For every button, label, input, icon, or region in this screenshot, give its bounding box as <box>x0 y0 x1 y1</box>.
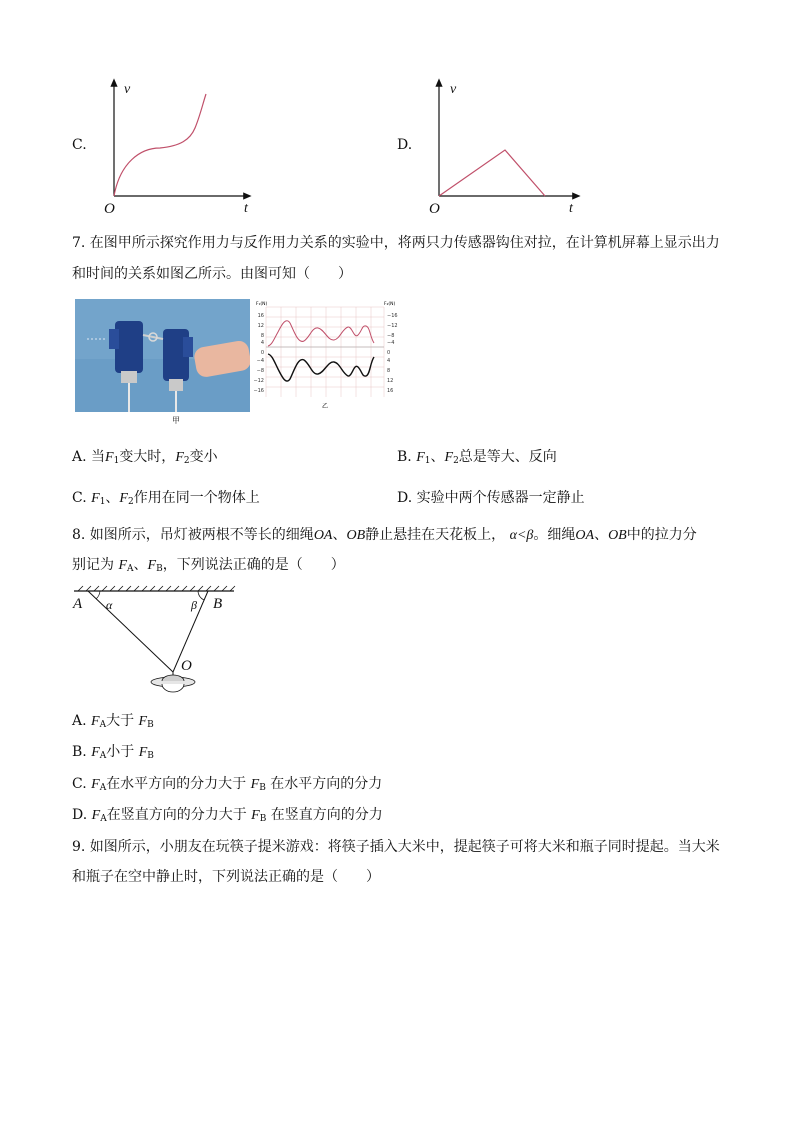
q8-label-alpha: α <box>106 598 113 612</box>
q8-ceiling-hatch <box>78 586 235 591</box>
q8-label-a: A <box>73 596 83 612</box>
q9-stem-line1: 9. 如图所示，小朋友在玩筷子提米游戏：将筷子插入大米中，提起筷子可将大米和瓶子同时提起。当大米 <box>72 839 720 855</box>
q7-force-time-chart <box>253 299 404 410</box>
q7-chart-f1-curve <box>268 321 374 346</box>
graph-c-origin-label: O <box>104 201 115 217</box>
q8-label-beta: β <box>191 598 197 612</box>
graph-d-origin-label: O <box>429 201 440 217</box>
q7-stem-line2: 和时间的关系如图乙所示。由图可知（ ） <box>72 266 352 282</box>
q8-stem-line2: 别记为 $F_A$、$F_B$，下列说法正确的是（ ） <box>72 557 345 574</box>
q7-chart-right-tick: 4 <box>387 358 391 364</box>
q8-option-d[interactable]: D. $F_A$在竖直方向的分力大于 $F_B$ 在竖直方向的分力 <box>72 807 383 824</box>
q8-rope-oa <box>88 591 173 672</box>
q7-option-b[interactable]: B. $F_1$、$F_2$总是等大、反向 <box>397 449 557 466</box>
q7-chart-right-tick: 0 <box>387 350 391 356</box>
q7-label-yi: 乙 <box>322 403 329 410</box>
q7-option-a[interactable]: A. 当$F_1$变大时，$F_2$变小 <box>72 449 218 466</box>
q7-option-c[interactable]: C. $F_1$、$F_2$作用在同一个物体上 <box>72 490 260 507</box>
q8-option-c[interactable]: C. $F_A$在水平方向的分力大于 $F_B$ 在水平方向的分力 <box>72 776 383 793</box>
q7-chart-left-tick: −4 <box>256 358 264 364</box>
graph-c-t-label: t <box>244 201 248 216</box>
q7-chart-left-tick: −8 <box>256 368 264 374</box>
graph-d-v-label: v <box>450 82 457 97</box>
q7-chart-left-tick: −12 <box>253 378 264 384</box>
q7-label-jia: 甲 <box>172 416 180 425</box>
graph-d <box>425 78 585 218</box>
q8-label-b: B <box>213 596 223 612</box>
q7-chart-right-tick: −16 <box>387 313 398 319</box>
q7-chart-left-axis-title: F₁(N) <box>256 302 268 307</box>
q7-chart-right-axis-title: F₂(N) <box>384 302 396 307</box>
graph-c-v-label: v <box>124 82 131 97</box>
option-c-label: C. <box>72 137 87 153</box>
q7-chart-right-tick: −4 <box>387 340 395 346</box>
q8-alpha-arc <box>96 591 100 599</box>
q7-stem-line1: 7. 在图甲所示探究作用力与反作用力关系的实验中，将两只力传感器钩住对拉，在计算机屏幕上显示出力 <box>72 235 720 251</box>
graph-c <box>100 78 260 218</box>
q7-chart-right-tick: 8 <box>387 368 391 374</box>
q8-option-b[interactable]: B. $F_A$小于 $F_B$ <box>72 744 154 761</box>
q8-label-o: O <box>181 658 192 674</box>
q7-option-d[interactable]: D. 实验中两个传感器一定静止 <box>397 490 585 506</box>
q8-lamp-bulb <box>162 684 184 692</box>
q7-chart-grid <box>266 307 384 397</box>
q7-chart-left-tick: −16 <box>253 388 264 394</box>
q7-chart-left-tick: 0 <box>260 350 264 356</box>
q7-chart-left-tick: 8 <box>260 333 264 339</box>
graph-d-t-label: t <box>569 201 573 216</box>
q8-option-a[interactable]: A. $F_A$大于 $F_B$ <box>72 713 154 730</box>
q7-chart-right-tick: 16 <box>387 388 394 394</box>
q7-chart-right-tick: −8 <box>387 333 395 339</box>
q7-chart-left-tick: 16 <box>257 313 264 319</box>
q7-photo-force-sensors <box>75 299 250 412</box>
q9-stem-line2: 和瓶子在空中静止时，下列说法正确的是（ ） <box>72 869 380 885</box>
q8-stem-line1: 8. 如图所示，吊灯被两根不等长的细绳OA、OB静止悬挂在天花板上， α<β。细绳OA、OB中的拉力分 <box>72 527 697 543</box>
q7-chart-left-tick: 12 <box>257 323 264 329</box>
q7-chart-right-tick: 12 <box>387 378 394 384</box>
graph-c-curve <box>114 94 206 196</box>
q7-chart-right-tick: −12 <box>387 323 398 329</box>
q7-chart-left-tick: 4 <box>260 340 264 346</box>
q8-beta-arc <box>198 591 204 600</box>
option-d-label: D. <box>397 137 413 153</box>
graph-d-curve <box>439 150 545 196</box>
